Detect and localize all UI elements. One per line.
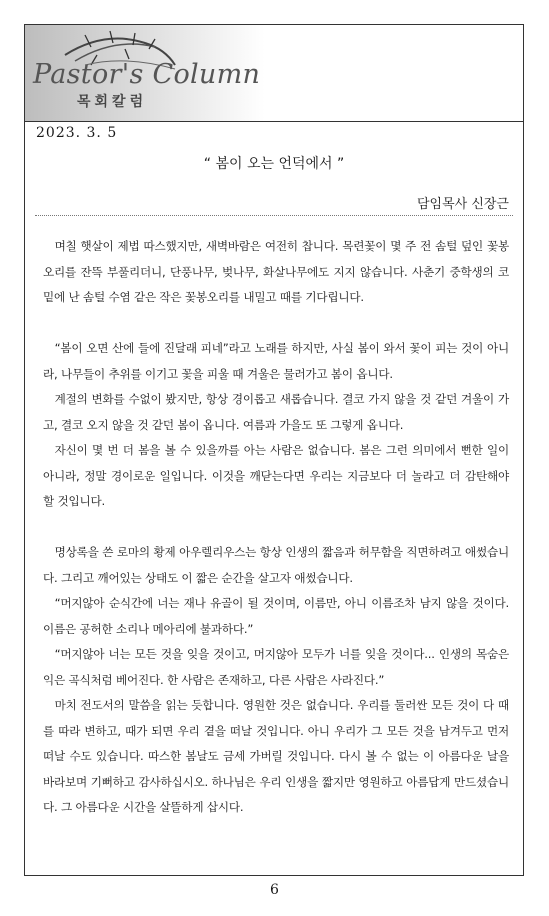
paragraph-gap [43,311,509,337]
column-body [43,234,509,821]
column-title: “ 봄이 오는 언덕에서 ” [203,156,345,172]
column-author: 담임목사 신장근 [416,197,509,212]
page-number: 6 [270,882,279,898]
dotted-divider [35,215,513,216]
paragraph: 계절의 변화를 수없이 봤지만, 항상 경이롭고 새롭습니다. 결코 가지 않을 것 같던 겨울이 가고, 결코 오지 않을 것 같던 봄이 옵니다. 여름과 가을도 또 그렇게 옵니다. [43,392,509,432]
paragraph: 명상록을 쓴 로마의 황제 아우렐리우스는 항상 인생의 짧음과 허무함을 직면하려고 애썼습니다. 그리고 깨어있는 상태도 이 짧은 순간을 살고자 애썼습니다. [43,545,509,585]
paragraph: “머지않아 너는 모든 것을 잊을 것이고, 머지않아 모두가 너를 잊을 것이다... 인생의 목숨은 익은 곡식처럼 베어진다. 한 사람은 존재하고, 다른 사람은 사라진다.” [43,647,509,687]
column-date: 2023. 3. 5 [36,125,118,141]
paragraph-gap [43,515,509,541]
paragraph: 며칠 햇살이 제법 따스했지만, 새벽바람은 여전히 찹니다. 목련꽃이 몇 주 전 솜털 덮인 꽃봉오리를 잔뜩 부풀리더니, 단풍나무, 벚나무, 화살나무에도 지지 않습니다. 사춘기 중학생의 코밑에 난 솜털 수염 같은 작은 꽃봉오리를 내밀고 때를 기다립니다. [43,239,509,304]
paragraph: 자신이 몇 번 더 봄을 볼 수 있을까를 아는 사람은 없습니다. 봄은 그런 의미에서 뻔한 일이 아니라, 정말 경이로운 일입니다. 이것을 깨닫는다면 우리는 지금보다 더 놀라고 더 감탄해야 할 것입니다. [43,443,509,508]
paragraph: “머지않아 순식간에 너는 재나 유골이 될 것이며, 이름만, 아니 이름조차 남지 않을 것이다. 이름은 공허한 소리나 메아리에 불과하다.” [43,596,509,636]
masthead-title: Pastor's Column [33,59,261,90]
paragraph: 마치 전도서의 말씀을 읽는 듯합니다. 영원한 것은 없습니다. 우리를 둘러싼 모든 것이 다 때를 따라 변하고, 때가 되면 우리 곁을 떠날 것입니다. 아니 우리가 그 모든 것을 남겨두고 먼저 떠날 수도 있습니다. 따스한 봄날도 금세 가버릴 것입니다. 다시 볼 수 없는 이 아름다운 날을 바라보며 기뻐하고 감사하십시오. 하나님은 우리 인생을 짧지만 영원하고 아름답게 만드셨습니다. 그 아름다운 시간을 살뜰하게 삽시다. [43,698,509,814]
column-header [25,25,523,122]
column-frame [24,24,524,876]
paragraph: “봄이 오면 산에 들에 진달래 피네”라고 노래를 하지만, 사실 봄이 와서 꽃이 피는 것이 아니라, 나무들이 추위를 이기고 꽃을 피울 때 겨울은 물러가고 봄이 옵니다. [43,341,509,381]
masthead-subtitle: 목회칼럼 [77,94,148,110]
